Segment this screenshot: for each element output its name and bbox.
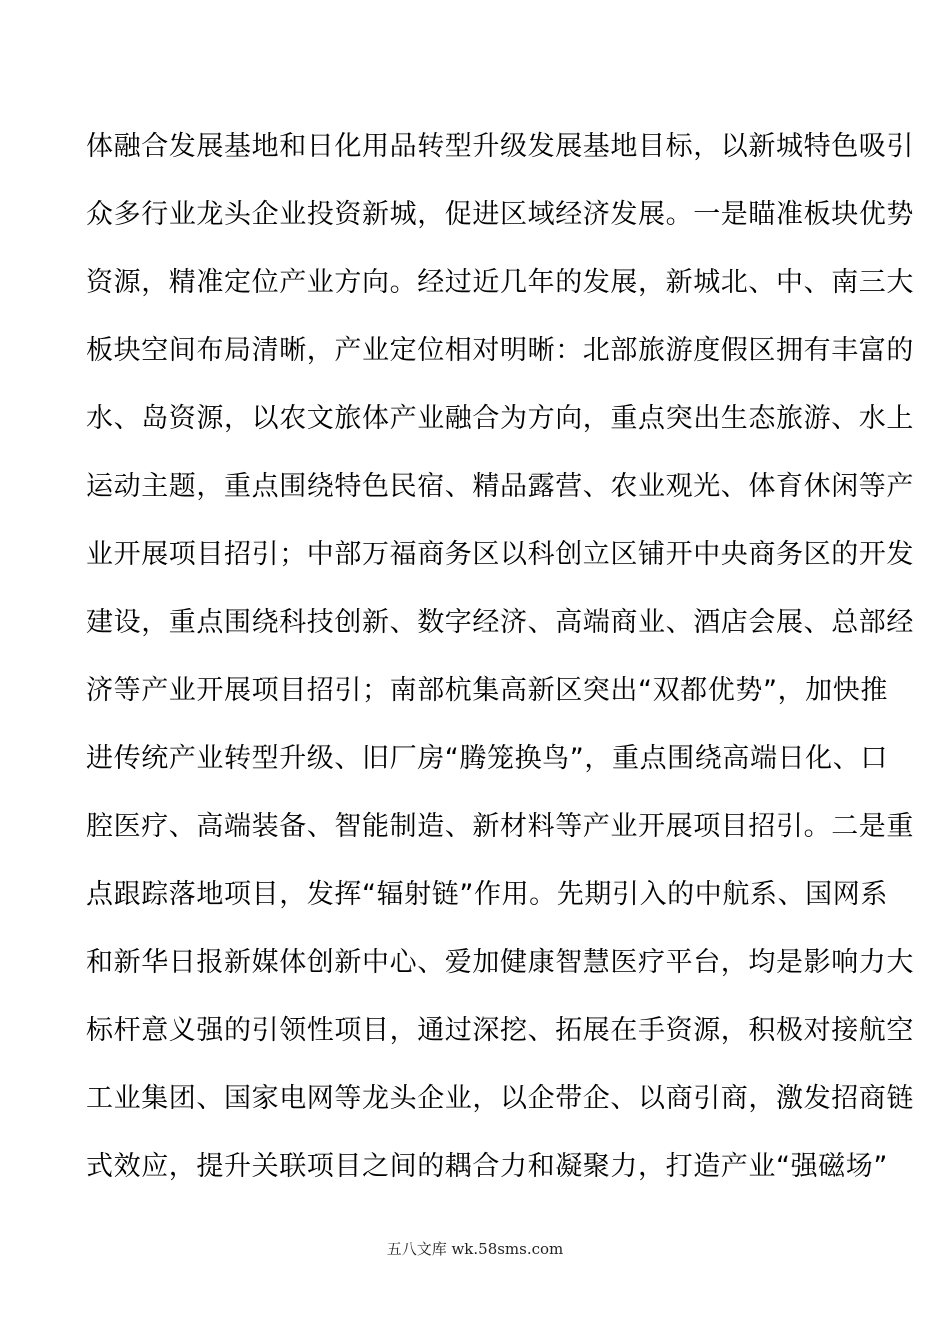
text-line: 运动主题，重点围绕特色民宿、精品露营、农业观光、体育休闲等产 — [86, 471, 914, 502]
text-line: 体融合发展基地和日化用品转型升级发展基地目标，以新城特色吸引 — [86, 131, 914, 162]
text-line: 众多行业龙头企业投资新城，促进区域经济发展。一是瞄准板块优势 — [86, 199, 914, 230]
text-line: 式效应，提升关联项目之间的耦合力和凝聚力，打造产业“强磁场” — [86, 1151, 888, 1182]
text-line: 进传统产业转型升级、旧厂房“腾笼换鸟”，重点围绕高端日化、口 — [86, 743, 888, 774]
text-line: 业开展项目招引；中部万福商务区以科创立区铺开中央商务区的开发 — [86, 539, 914, 570]
text-line: 点跟踪落地项目，发挥“辐射链”作用。先期引入的中航系、国网系 — [86, 879, 888, 910]
body-paragraph — [86, 124, 914, 1212]
footer-watermark: 五八文库 wk.58sms.com — [386, 1240, 564, 1258]
text-line: 资源，精准定位产业方向。经过近几年的发展，新城北、中、南三大 — [86, 267, 914, 298]
text-line: 标杆意义强的引领性项目，通过深挖、拓展在手资源，积极对接航空 — [86, 1015, 914, 1046]
text-line: 腔医疗、高端装备、智能制造、新材料等产业开展项目招引。二是重 — [86, 811, 914, 842]
text-line: 水、岛资源，以农文旅体产业融合为方向，重点突出生态旅游、水上 — [86, 403, 914, 434]
text-line: 建设，重点围绕科技创新、数字经济、高端商业、酒店会展、总部经 — [86, 607, 914, 638]
text-line: 济等产业开展项目招引；南部杭集高新区突出“双都优势”，加快推 — [86, 675, 888, 706]
text-line: 工业集团、国家电网等龙头企业，以企带企、以商引商，激发招商链 — [86, 1083, 914, 1114]
text-line: 和新华日报新媒体创新中心、爱加健康智慧医疗平台，均是影响力大 — [86, 947, 914, 978]
text-line: 板块空间布局清晰，产业定位相对明晰：北部旅游度假区拥有丰富的 — [86, 335, 914, 366]
